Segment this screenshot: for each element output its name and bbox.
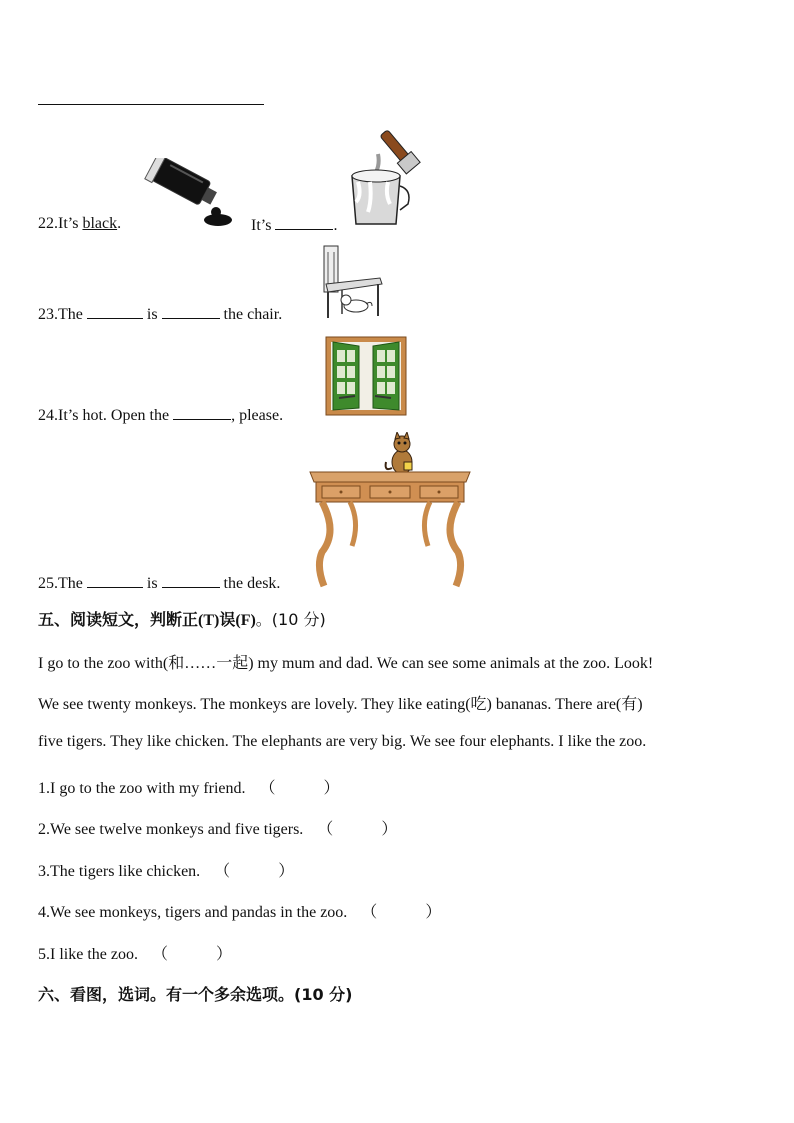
answer-paren[interactable]: （ ）	[151, 946, 232, 963]
question-number: 23.	[38, 306, 58, 323]
statement-text: 1.I go to the zoo with my friend.	[38, 780, 246, 797]
paint-tube-image	[144, 158, 240, 228]
section-title: 误	[219, 610, 236, 629]
question-text: is	[142, 575, 162, 592]
statement-2	[38, 816, 397, 839]
question-text: the desk.	[219, 575, 281, 592]
question-24	[38, 405, 283, 425]
passage-line: five tigers. They like chicken. The elephants are very big. We see four elephants. I like the zoo.	[38, 733, 647, 750]
desk-with-cat-image	[308, 432, 472, 588]
question-number: 25.	[38, 575, 58, 592]
answer-blank[interactable]	[275, 215, 333, 230]
question-25	[38, 573, 280, 593]
answer-blank[interactable]	[87, 573, 143, 588]
window-image	[325, 336, 407, 416]
answer-paren[interactable]: （ ）	[214, 863, 295, 880]
question-22-answer	[251, 215, 337, 235]
chair-with-dog-image	[322, 244, 384, 320]
question-text: .	[117, 215, 122, 232]
section-5-heading	[38, 607, 326, 630]
statement-text: 3.The tigers like chicken.	[38, 863, 201, 880]
statement-text: 4.We see monkeys, tigers and pandas in the zoo.	[38, 904, 348, 921]
statement-text: 5.I like the zoo.	[38, 946, 138, 963]
statement-4	[38, 899, 441, 922]
question-text: , please.	[231, 407, 284, 424]
question-text: It’s	[58, 215, 83, 232]
answer-blank[interactable]	[162, 573, 220, 588]
passage-line: We see twenty monkeys. The monkeys are lovely. They like eating(吃) bananas. There are(有)	[38, 696, 643, 713]
section-title-true: (T)	[198, 612, 220, 629]
example-word: black	[82, 215, 118, 232]
paint-bucket-image	[344, 124, 428, 230]
answer-blank[interactable]	[162, 304, 220, 319]
section-title-false: (F)	[235, 612, 256, 629]
section-score: 。(10 分)	[255, 610, 326, 629]
question-text: is	[142, 306, 162, 323]
question-text: It’s hot. Open the	[58, 407, 174, 424]
answer-paren[interactable]: （ ）	[259, 780, 340, 797]
statement-1	[38, 775, 340, 798]
question-text: The	[58, 575, 87, 592]
question-text: It’s	[251, 217, 276, 234]
question-22	[38, 215, 121, 233]
answer-paren[interactable]: （ ）	[317, 821, 398, 838]
answer-blank[interactable]	[87, 304, 143, 319]
section-6-heading: 六、看图，选词。有一个多余选项。(10 分)	[38, 985, 353, 1004]
answer-blank[interactable]	[173, 405, 231, 420]
question-number: 22.	[38, 215, 58, 232]
question-text: The	[58, 306, 87, 323]
question-number: 24.	[38, 407, 58, 424]
question-23	[38, 304, 282, 324]
passage-line: I go to the zoo with(和……一起) my mum and dad. We can see some animals at the zoo. Look!	[38, 655, 654, 672]
question-text: the chair.	[219, 306, 283, 323]
statement-3	[38, 858, 294, 881]
answer-paren[interactable]: （ ）	[361, 904, 442, 921]
question-text: .	[333, 217, 338, 234]
statement-5	[38, 941, 232, 964]
statement-text: 2.We see twelve monkeys and five tigers.	[38, 821, 304, 838]
answer-line	[38, 104, 264, 105]
section-title: 五、阅读短文，判断正	[38, 610, 199, 629]
